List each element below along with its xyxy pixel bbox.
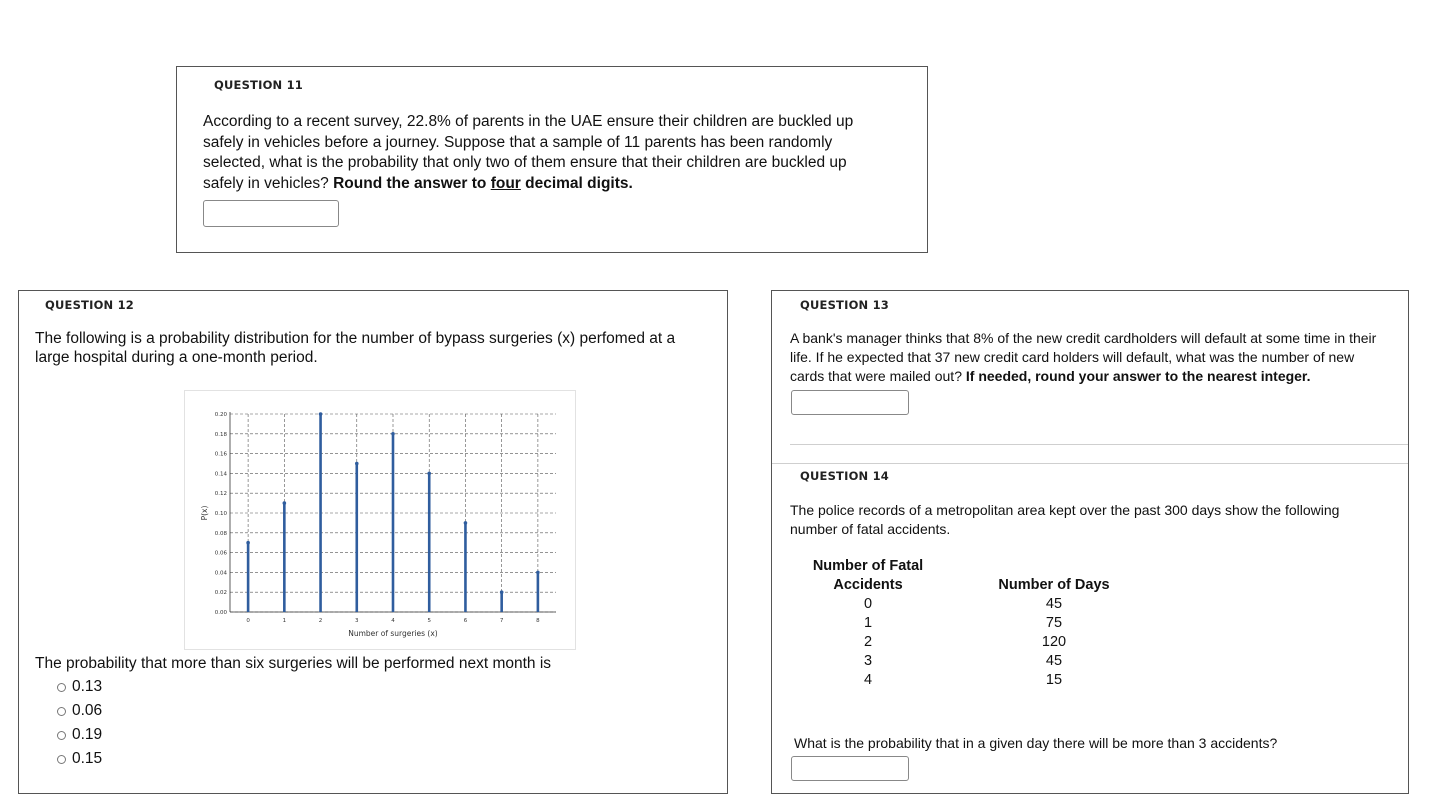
question-13-line-1: A bank's manager thinks that 8% of the new credit cardholders will default at some time in their <box>790 330 1377 346</box>
divider <box>772 463 1408 464</box>
y-tick-label: 0.00 <box>214 610 227 616</box>
question-14-prompt: What is the probability that in a given day there will be more than 3 accidents? <box>794 735 1278 751</box>
question-14-line-1: The police records of a metropolitan area kept over the past 300 days show the following <box>790 502 1340 518</box>
question-12-prompt: The probability that more than six surgeries will be performed next month is <box>35 655 552 672</box>
bar-marker <box>427 472 431 476</box>
bar-marker <box>355 462 359 466</box>
question-12-panel <box>18 290 728 794</box>
option-1[interactable] <box>57 678 102 696</box>
table-row: 1 75 <box>863 615 1063 631</box>
question-11-line-4-plain: safely in vehicles? <box>203 174 334 192</box>
option-3[interactable] <box>57 726 102 744</box>
y-tick-label: 0.16 <box>214 451 227 458</box>
question-11-panel <box>176 66 928 253</box>
x-tick-label: 7 <box>499 618 504 624</box>
question-11-line-3: selected, what is the probability that only two of them ensure that their children are buckled up <box>203 154 847 171</box>
accidents-table <box>812 557 1134 690</box>
probability-distribution-chart <box>185 391 575 649</box>
question-13-title: QUESTION 13 <box>800 298 889 312</box>
table-row: 3 45 <box>863 653 1063 669</box>
option-2[interactable] <box>57 702 102 720</box>
x-tick-label: 5 <box>427 618 431 624</box>
column-header-accidents: Number of Fatal Accidents <box>812 558 924 593</box>
option-1-radio[interactable] <box>57 683 66 692</box>
question-11-line-4 <box>203 174 923 195</box>
x-tick-label: 8 <box>536 618 540 624</box>
question-14-line-2: number of fatal accidents. <box>790 521 951 537</box>
question-11-four-underlined: four <box>490 174 521 192</box>
x-tick-label: 6 <box>463 618 468 624</box>
question-12-text <box>35 329 715 367</box>
x-tick-label: 2 <box>318 618 323 624</box>
chart-frame <box>184 390 576 650</box>
bar-marker <box>500 590 504 594</box>
y-tick-label: 0.14 <box>214 471 227 478</box>
question-11-answer-input[interactable] <box>203 200 339 227</box>
question-12-line-2: large hospital during a one-month period. <box>35 349 318 366</box>
x-axis-label: Number of surgeries (x) <box>348 629 438 638</box>
question-13-14-panel <box>771 290 1409 794</box>
x-tick-label: 1 <box>282 618 287 624</box>
x-tick-label: 4 <box>391 618 395 624</box>
y-tick-label: 0.04 <box>214 570 227 577</box>
y-tick-label: 0.08 <box>214 530 227 537</box>
bar-marker <box>536 571 540 575</box>
bar-marker <box>464 521 468 525</box>
y-tick-label: 0.18 <box>214 431 227 438</box>
question-13-line-3: cards that were mailed out? If needed, round your answer to the nearest integer. <box>790 368 1311 384</box>
question-14-answer-input[interactable] <box>791 756 909 781</box>
bar-marker <box>246 541 250 545</box>
question-14-title: QUESTION 14 <box>800 469 889 483</box>
x-tick-label: 0 <box>246 618 250 624</box>
question-11-line-2: safely in vehicles before a journey. Suppose that a sample of 11 parents has been randomly <box>203 133 833 151</box>
y-axis-label: P(x) <box>200 505 209 521</box>
bar-marker <box>319 412 323 416</box>
table-row: 4 15 <box>863 672 1063 688</box>
option-1-label: 0.13 <box>72 678 103 695</box>
question-13-answer-input[interactable] <box>791 390 909 415</box>
y-tick-label: 0.20 <box>214 412 227 418</box>
bar-marker <box>391 432 395 436</box>
question-12-title: QUESTION 12 <box>45 298 134 312</box>
column-header-days: Number of Days <box>998 577 1110 593</box>
question-12-line-1: The following is a probability distribution for the number of bypass surgeries (x) perfomed at a <box>35 330 676 347</box>
question-13-rounding-note: If needed, round your answer to the nearest integer. <box>965 368 1311 384</box>
option-2-label: 0.06 <box>72 702 103 719</box>
y-tick-label: 0.02 <box>214 590 227 597</box>
option-4[interactable] <box>57 750 102 768</box>
y-tick-label: 0.06 <box>214 550 227 557</box>
question-11-text <box>203 112 923 194</box>
option-4-label: 0.15 <box>72 750 103 767</box>
bar-marker <box>283 501 287 505</box>
option-2-radio[interactable] <box>57 707 66 716</box>
table-row: 0 45 <box>863 596 1063 612</box>
option-4-radio[interactable] <box>57 755 66 764</box>
question-13-text <box>790 329 1405 386</box>
question-11-line-1: According to a recent survey, 22.8% of parents in the UAE ensure their children are buckled up <box>203 113 854 130</box>
question-11-rounding-note: Round the answer to four decimal digits. <box>333 174 633 192</box>
divider <box>790 444 1408 445</box>
x-tick-label: 3 <box>355 618 359 624</box>
y-tick-label: 0.10 <box>214 511 227 517</box>
table-row: 2 120 <box>863 634 1067 650</box>
y-tick-label: 0.12 <box>214 491 227 498</box>
question-13-line-2: life. If he expected that 37 new credit card holders will default, what was the number of new <box>790 349 1355 365</box>
question-14-text <box>790 501 1405 539</box>
option-3-label: 0.19 <box>72 726 103 743</box>
question-11-title: QUESTION 11 <box>214 78 303 92</box>
option-3-radio[interactable] <box>57 731 66 740</box>
